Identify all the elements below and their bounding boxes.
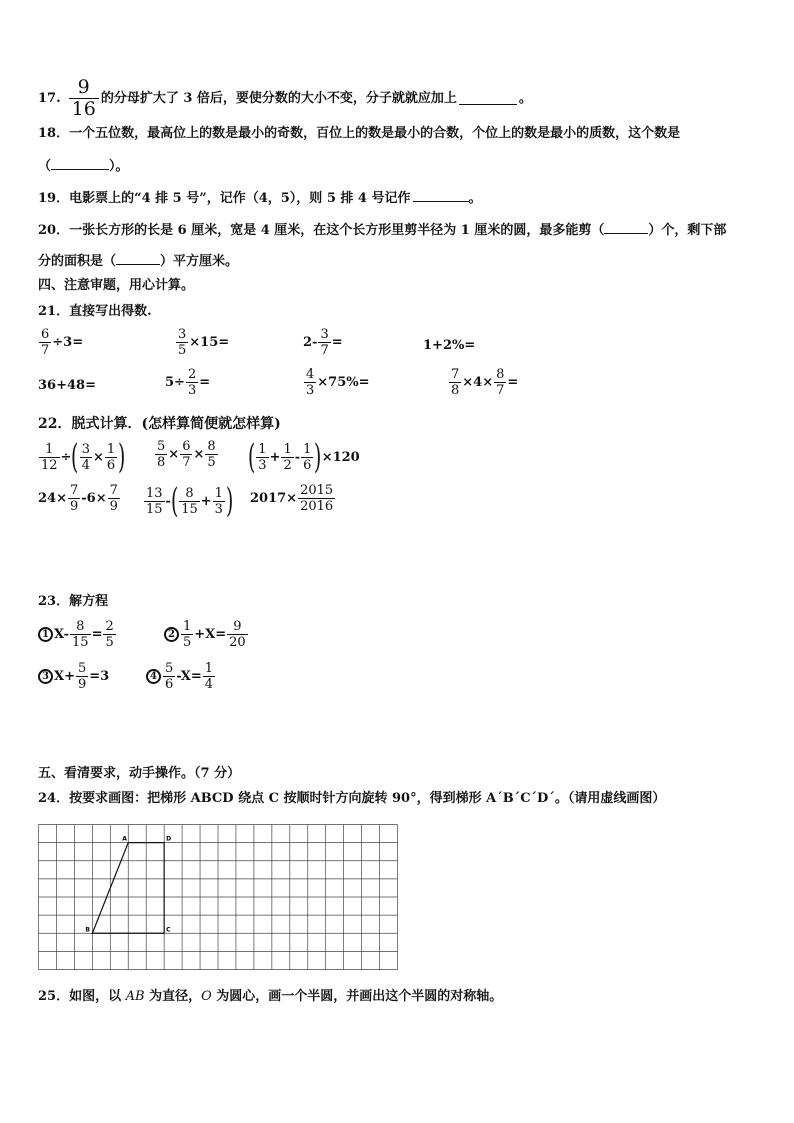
question-21-title: 21．直接写出得数. xyxy=(38,304,152,319)
vertex-label-a: A xyxy=(122,835,127,843)
q22-expr-5: $\frac{13}{15}$ - ( $\frac{8}{15}$ + $\frac{1}{3}$ ) xyxy=(146,481,234,521)
q23-equation-1: 1 X- $\frac{8}{15}$ = $\frac{2}{5}$ xyxy=(38,620,117,649)
q17-number: 17. xyxy=(38,90,61,106)
q22-expr-2: $\frac{5}{8}$ × $\frac{6}{7}$ × $\frac{8}{5}$ xyxy=(157,439,216,470)
question-25: 25．如图，以 AB 为直径，O 为圆心，画一个半圆，并画出这个半圆的对称轴。 xyxy=(38,989,503,1004)
q25-o: O xyxy=(201,989,212,1004)
q22-expr-3: ( $\frac{1}{3}$ + $\frac{1}{2}$ - $\frac{1}{6}$ ) ×120 xyxy=(247,437,360,477)
q17-text: 的分母扩大了 3 倍后，要使分数的大小不变，分子就就应加上 xyxy=(100,90,457,106)
vertex-label-d: D xyxy=(166,835,172,843)
q18-answer-blank[interactable] xyxy=(51,157,109,170)
question-22-title: 22．脱式计算．(怎样算简便就怎样算) xyxy=(38,416,281,432)
q24-grid-svg[interactable] xyxy=(38,824,398,970)
question-20-line1: 20．一张长方形的长是 6 厘米，宽是 4 厘米，在这个长方形里剪半径为 1 厘米的圆，最多能剪（ ）个，剩下部 xyxy=(38,223,727,238)
question-20-line2: 分的面积是（ ）平方厘米。 xyxy=(38,254,239,269)
q21-item-2: $\frac{3}{5}$ ×15= xyxy=(178,327,230,358)
section-4-heading: 四、注意审题，用心计算。 xyxy=(38,278,195,293)
question-17: 17. $\frac{9}{16}$ 的分母扩大了 3 倍后，要使分数的大小不变，分子就就应加上 。 xyxy=(38,76,532,120)
question-18-line2: （ ）。 xyxy=(38,159,129,174)
q21-item-4: 1+2%= xyxy=(423,338,476,353)
q23-equation-2: 2 $\frac{1}{5}$ +X= $\frac{9}{20}$ xyxy=(164,620,249,649)
question-18-line1: 18．一个五位数，最高位上的数是最小的奇数，百位上的数是最小的合数，个位上的数是最小的质数，这个数是 xyxy=(38,126,681,141)
q17-fraction: $\frac{9}{16}$ xyxy=(69,78,99,119)
q21-item-7: $\frac{4}{3}$ ×75%= xyxy=(306,367,370,398)
q23-equation-3: 3 X+ $\frac{5}{9}$ =3 xyxy=(38,662,109,691)
q25-ab: AB xyxy=(125,989,145,1004)
q20-area-blank[interactable] xyxy=(116,252,160,265)
q21-item-8: $\frac{7}{8}$ ×4× $\frac{8}{7}$ = xyxy=(451,367,519,398)
question-23-title: 23．解方程 xyxy=(38,594,109,609)
q22-expr-6: 2017× $\frac{2015}{2016}$ xyxy=(250,483,334,514)
question-19: 19．电影票上的“4 排 5 号”，记作（4，5），则 5 排 4 号记作 。 xyxy=(38,191,482,206)
q20-count-blank[interactable] xyxy=(604,221,648,234)
question-24: 24．按要求画图：把梯形 ABCD 绕点 C 按顺时针方向旋转 90°，得到梯形 A´B´C´D´。（请用虚线画图） xyxy=(38,791,666,806)
q24-grid-figure[interactable] xyxy=(38,824,398,970)
q17-answer-blank[interactable] xyxy=(459,92,517,105)
q21-item-5: 36+48= xyxy=(38,378,96,393)
vertex-label-b: B xyxy=(85,926,90,934)
vertex-label-c: C xyxy=(166,926,171,934)
q22-expr-1: $\frac{1}{12}$ ÷ ( $\frac{3}{4}$ × $\frac{1}{6}$ ) xyxy=(41,437,126,477)
grid-lines xyxy=(39,825,398,970)
q21-item-3: 2- $\frac{3}{7}$ = xyxy=(303,327,343,358)
section-5-heading: 五、看清要求，动手操作。（7 分） xyxy=(38,766,241,781)
q19-answer-blank[interactable] xyxy=(413,189,469,202)
q23-equation-4: 4 $\frac{5}{6}$ -X= $\frac{1}{4}$ xyxy=(146,662,216,691)
q21-item-6: 5÷ $\frac{2}{3}$ = xyxy=(165,367,211,398)
q21-item-1: $\frac{6}{7}$ ÷3= xyxy=(41,327,84,358)
q22-expr-4: 24× $\frac{7}{9}$ -6× $\frac{7}{9}$ xyxy=(38,483,118,514)
